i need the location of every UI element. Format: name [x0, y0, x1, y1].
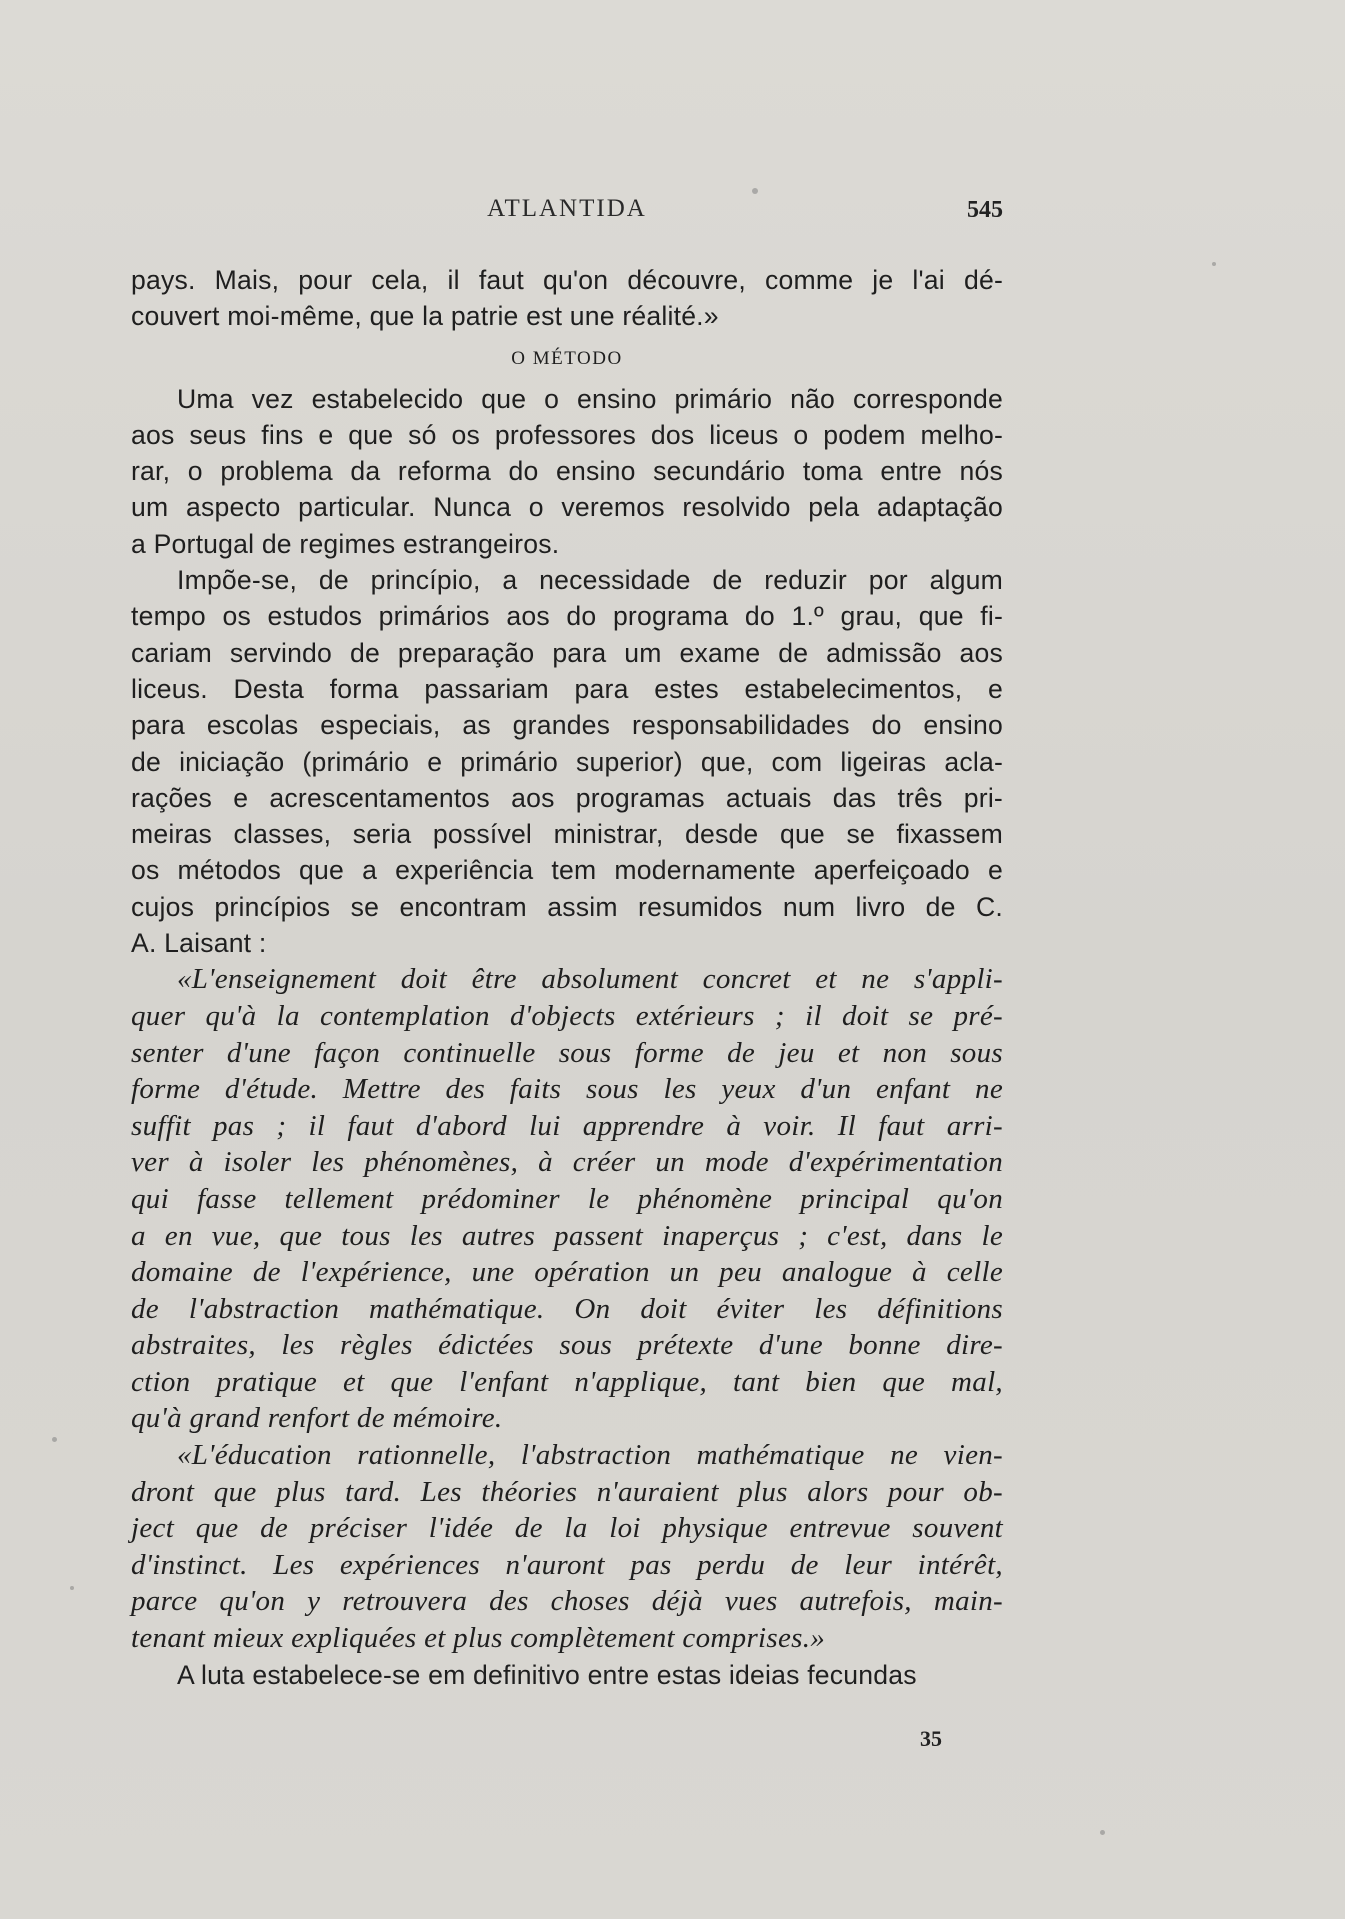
quote-paragraph-2	[131, 1437, 1003, 1657]
quote-line: d'instinct. Les expériences n'auront pas perdu de leur intérêt,	[131, 1548, 1003, 1581]
paper-speck	[52, 1437, 57, 1442]
body-text	[131, 262, 1003, 1693]
quote-line: forme d'étude. Mettre des faits sous les yeux d'un enfant ne	[131, 1073, 1003, 1106]
page-header	[131, 195, 1003, 235]
text-line: um aspecto particular. Nunca o veremos resolvido pela adaptação	[131, 492, 1003, 523]
text-line: de iniciação (primário e primário superior) que, com ligeiras acla-	[131, 746, 1003, 777]
quote-line: ver à isoler les phénomènes, à créer un mode d'expérimentation	[131, 1146, 1003, 1179]
quote-line: ject que de préciser l'idée de la loi physique entrevue souvent	[131, 1512, 1003, 1545]
quote-line: suffit pas ; il faut d'abord lui apprendre à voir. Il faut arri-	[131, 1109, 1003, 1142]
paper-speck	[70, 1586, 74, 1590]
text-line: meiras classes, seria possível ministrar, desde que se fixassem	[131, 819, 1003, 850]
quote-line: a en vue, que tous les autres passent inaperçus ; c'est, dans le	[131, 1219, 1003, 1252]
intro-paragraph	[131, 262, 1003, 335]
paragraph-3	[131, 1657, 1003, 1693]
quote-line: quer qu'à la contemplation d'objects extérieurs ; il doit se pré-	[131, 999, 1003, 1032]
paper-speck	[1100, 1830, 1105, 1835]
text-line: aos seus fins e que só os professores dos liceus o podem melho-	[131, 419, 1003, 450]
quote-line: senter d'une façon continuelle sous forme de jeu et non sous	[131, 1036, 1003, 1069]
text-line: A. Laisant :	[131, 928, 267, 959]
quote-line: «L'enseignement doit être absolument concret et ne s'appli-	[177, 963, 1003, 996]
running-title: ATLANTIDA	[487, 195, 647, 222]
quote-line: qui fasse tellement prédominer le phénomène principal qu'on	[131, 1182, 1003, 1215]
quote-line: tenant mieux expliquées et plus complètement comprises.»	[131, 1622, 826, 1655]
paragraph-2	[131, 562, 1003, 961]
paper-speck	[1212, 262, 1216, 266]
text-line: cariam servindo de preparação para um exame de admissão aos	[131, 637, 1003, 668]
paragraph-1	[131, 381, 1003, 562]
quote-line: ction pratique et que l'enfant n'applique, tant bien que mal,	[131, 1365, 1003, 1398]
text-line: tempo os estudos primários aos do programa do 1.º grau, que fi-	[131, 601, 1003, 632]
quote-line: de l'abstraction mathématique. On doit éviter les définitions	[131, 1292, 1003, 1325]
quote-line: dront que plus tard. Les théories n'auraient plus alors pour ob-	[131, 1475, 1003, 1508]
quote-line: qu'à grand renfort de mémoire.	[131, 1402, 503, 1435]
text-line: pays. Mais, pour cela, il faut qu'on découvre, comme je l'ai dé-	[131, 265, 1003, 295]
text-line: rar, o problema da reforma do ensino secundário toma entre nós	[131, 456, 1003, 487]
quote-line: parce qu'on y retrouvera des choses déjà vues autrefois, main-	[131, 1585, 1003, 1618]
page-number: 545	[967, 197, 1003, 223]
text-line: rações e acrescentamentos aos programas actuais das três pri-	[131, 782, 1003, 813]
quote-line: «L'éducation rationnelle, l'abstraction mathématique ne vien-	[177, 1439, 1003, 1472]
text-line: A luta estabelece-se em definitivo entre estas ideias fecundas	[177, 1659, 917, 1690]
text-line: liceus. Desta forma passariam para estes estabelecimentos, e	[131, 673, 1003, 704]
text-line: para escolas especiais, as grandes responsabilidades do ensino	[131, 710, 1003, 741]
signature-mark: 35	[920, 1726, 942, 1751]
text-line: cujos princípios se encontram assim resumidos num livro de C.	[131, 891, 1003, 922]
quote-line: abstraites, les règles édictées sous prétexte d'une bonne dire-	[131, 1329, 1003, 1362]
text-line: Uma vez estabelecido que o ensino primário não corresponde	[177, 383, 1003, 414]
text-line: os métodos que a experiência tem modernamente aperfeiçoado e	[131, 855, 1003, 886]
paper-speck	[752, 188, 758, 194]
quote-paragraph-1	[131, 961, 1003, 1437]
text-line: couvert moi-même, que la patrie est une réalité.»	[131, 301, 719, 332]
quote-line: domaine de l'expérience, une opération un peu analogue à celle	[131, 1256, 1003, 1289]
text-line: a Portugal de regimes estrangeiros.	[131, 528, 560, 559]
section-heading: O MÉTODO	[511, 347, 623, 369]
text-line: Impõe-se, de princípio, a necessidade de reduzir por algum	[177, 565, 1003, 596]
